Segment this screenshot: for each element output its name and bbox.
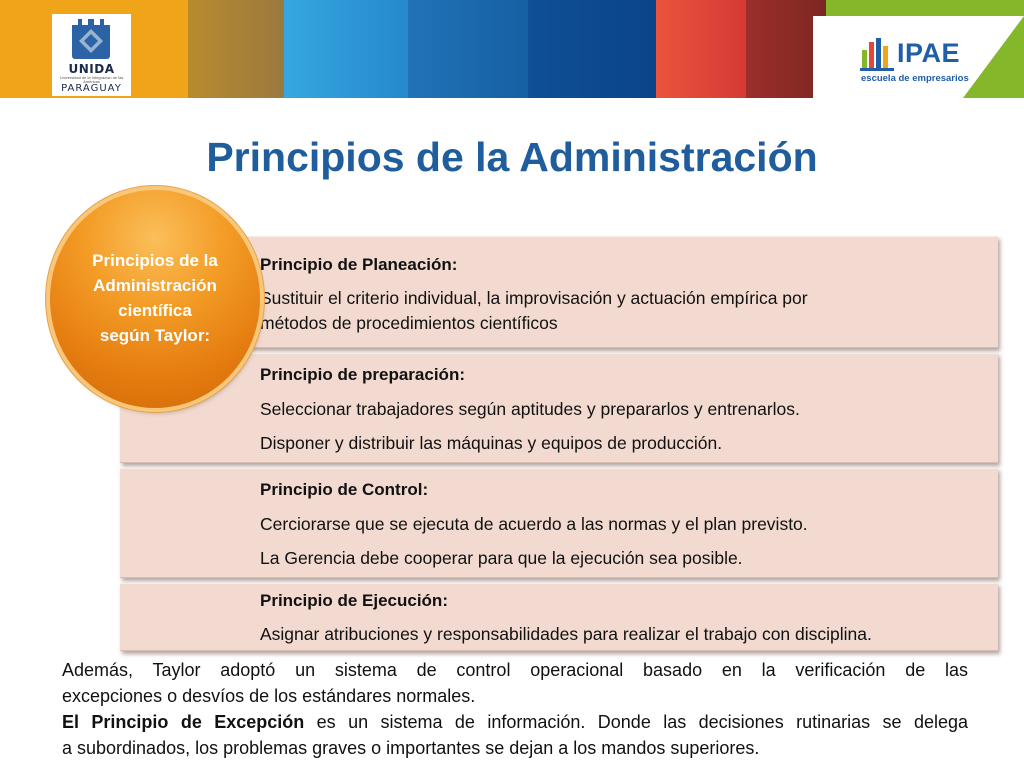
- page-title: Principios de la Administración: [206, 134, 818, 180]
- unida-country: PARAGUAY: [61, 83, 122, 94]
- bold-term: El Principio de Excepción: [62, 712, 305, 732]
- header-banner: [0, 0, 1024, 98]
- principle-text: Sustituir el criterio individual, la improvisación y actuación empírica por: [260, 288, 808, 308]
- principle-text: Seleccionar trabajadores según aptitudes y prepararlos y entrenarlos.: [260, 399, 800, 419]
- principle-panel-preparacion: [120, 353, 998, 463]
- footer-line-2: excepciones o desvíos de los estándares normales.: [62, 686, 476, 706]
- circle-line: Administración: [93, 276, 217, 295]
- principle-text: La Gerencia debe cooperar para que la ejecución sea posible.: [260, 548, 743, 568]
- taylor-circle: [50, 190, 260, 408]
- footer-line-4: a subordinados, los problemas graves o importantes se dejan a los mandos superiores.: [62, 738, 760, 758]
- banner-stripe: [188, 0, 284, 98]
- principle-panel-control: [120, 468, 998, 578]
- circle-label: [50, 248, 260, 348]
- ipae-logo: [813, 16, 1024, 98]
- principle-heading: Principio de preparación:: [260, 365, 465, 384]
- circle-line: Principios de la: [92, 251, 218, 270]
- banner-stripe: [408, 0, 528, 98]
- circle-line: científica: [118, 301, 192, 320]
- principle-heading: Principio de Planeación:: [260, 255, 458, 274]
- ipae-subtitle: escuela de empresarios: [861, 73, 969, 84]
- principle-heading: Principio de Control:: [260, 480, 429, 499]
- footer-line-3: [62, 709, 968, 735]
- principle-text: Disponer y distribuir las máquinas y equipos de producción.: [260, 433, 723, 453]
- ipae-bars-icon: [860, 36, 894, 72]
- green-corner-shape: [963, 16, 1024, 98]
- principle-heading: Principio de Ejecución:: [260, 591, 448, 610]
- principle-panel-ejecucion: [120, 583, 998, 651]
- unida-name: UNIDA: [68, 62, 115, 76]
- banner-stripe: [656, 0, 746, 98]
- unida-tagline: Universidad de la Integración de las Américas: [59, 75, 124, 84]
- principle-text: Asignar atribuciones y responsabilidades para realizar el trabajo con disciplina.: [260, 624, 872, 644]
- ipae-name: IPAE: [897, 38, 961, 68]
- banner-stripe: [528, 0, 656, 98]
- principle-text: métodos de procedimientos científicos: [260, 313, 558, 333]
- circle-line: según Taylor:: [99, 326, 211, 345]
- footer-line-3-rest: es un sistema de información. Donde las decisiones rutinarias se delega: [304, 712, 968, 732]
- footer-line-1: Además, Taylor adoptó un sistema de control operacional basado en la verificación de las: [62, 660, 968, 680]
- banner-stripe: [284, 0, 408, 98]
- principle-text: Cerciorarse que se ejecuta de acuerdo a las normas y el plan previsto.: [260, 514, 808, 534]
- unida-emblem-icon: [70, 17, 112, 61]
- unida-logo: [52, 14, 131, 96]
